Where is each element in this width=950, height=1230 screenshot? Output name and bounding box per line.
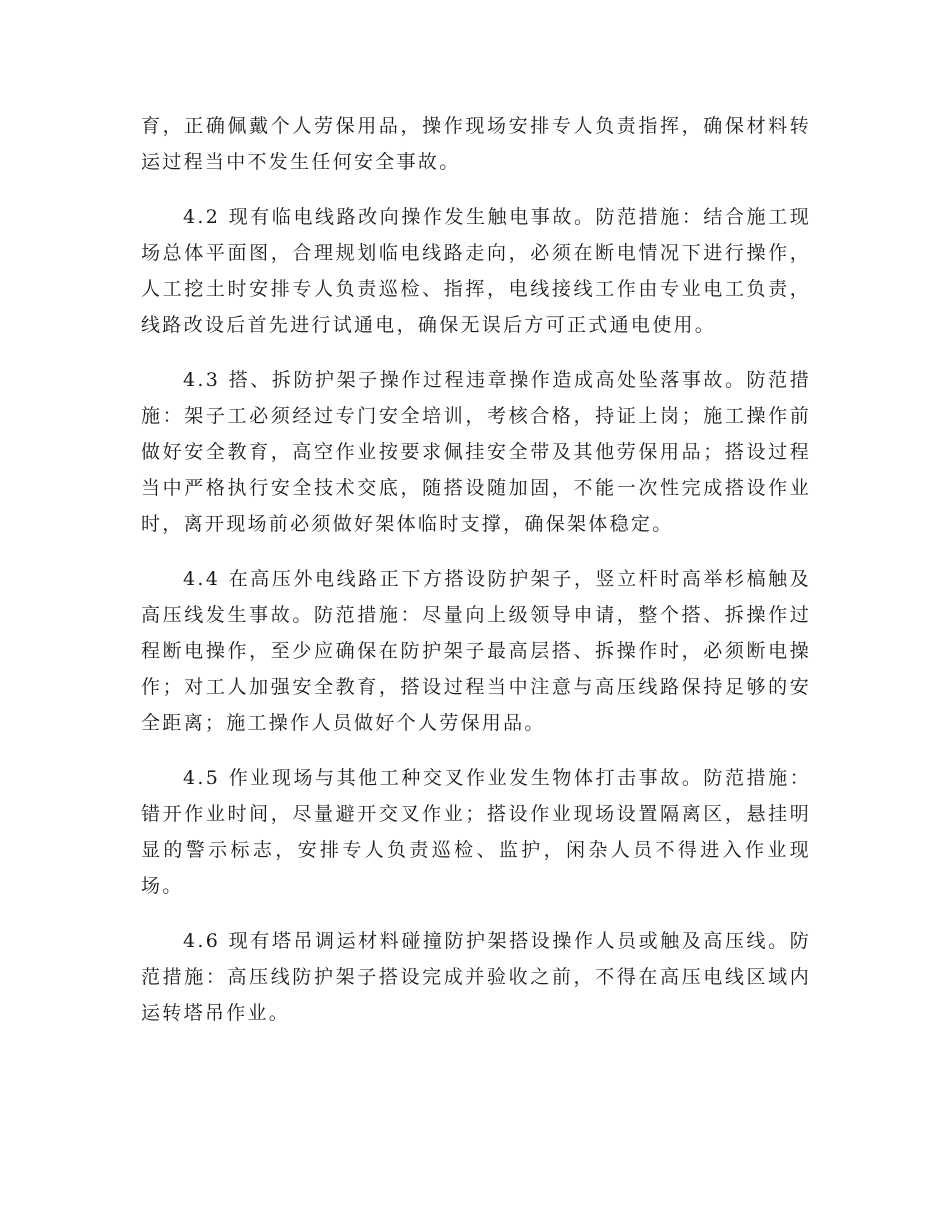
paragraph-4-4: 4.4 在高压外电线路正下方搭设防护架子，竖立杆时高举杉槁触及高压线发生事故。防范措施：尽量向上级领导申请，整个搭、拆操作过程断电操作，至少应确保在防护架子最高层搭、拆操作时，必须断电操作；对工人加强安全教育，搭设过程当中注意与高压线路保持足够的安全距离；施工操作人员做好个人劳保用品。 xyxy=(141,568,811,734)
paragraph-4-2: 4.2 现有临电线路改向操作发生触电事故。防范措施：结合施工现场总体平面图，合理规划临电线路走向，必须在断电情况下进行操作，人工挖土时安排专人负责巡检、指挥，电线接线工作由专业电工负责，线路改设后首先进行试通电，确保无误后方可正式通电使用。 xyxy=(141,206,811,336)
paragraph-4-5: 4.5 作业现场与其他工种交叉作业发生物体打击事故。防范措施：错开作业时间，尽量避开交叉作业；搭设作业现场设置隔离区，悬挂明显的警示标志，安排专人负责巡检、监护，闲杂人员不得进入作业现场。 xyxy=(141,767,811,897)
paragraph-4-6: 4.6 现有塔吊调运材料碰撞防护架搭设操作人员或触及高压线。防范措施：高压线防护架子搭设完成并验收之前，不得在高压电线区域内运转塔吊作业。 xyxy=(141,930,811,1024)
paragraph-continuation: 育，正确佩戴个人劳保用品，操作现场安排专人负责指挥，确保材料转运过程当中不发生任何安全事故。 xyxy=(141,115,811,173)
paragraph-4-3: 4.3 搭、拆防护架子操作过程违章操作造成高处坠落事故。防范措施：架子工必须经过专门安全培训，考核合格，持证上岗；施工操作前做好安全教育，高空作业按要求佩挂安全带及其他劳保用品；搭设过程当中严格执行安全技术交底，随搭设随加固，不能一次性完成搭设作业时，离开现场前必须做好架体临时支撑，确保架体稳定。 xyxy=(141,369,811,535)
document-body xyxy=(141,108,811,1050)
